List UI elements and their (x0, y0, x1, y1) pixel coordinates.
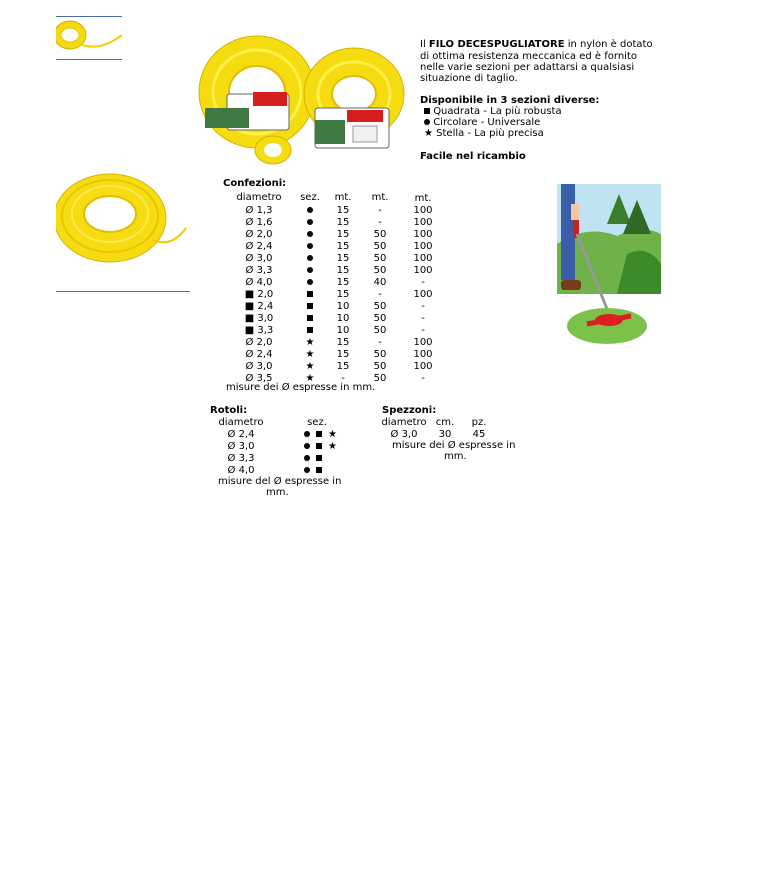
star-icon: ★ (305, 361, 315, 372)
cell-diametro: Ø 3,0 (227, 441, 255, 452)
header-diametro: diametro (236, 191, 282, 203)
cell-mt-3: - (421, 373, 425, 384)
section-item-square: Quadrata - La più robusta (424, 106, 562, 118)
cell-mt-2: - (378, 289, 382, 300)
nylon-coil-thumbnail (56, 17, 122, 57)
cell-mt-3: - (421, 325, 425, 336)
cell-mt-3: 100 (413, 289, 433, 300)
square-icon (316, 467, 322, 473)
star-icon: ★ (305, 349, 315, 360)
cell-diametro: Ø 2,4 (245, 241, 273, 252)
table-row (210, 441, 362, 453)
table-row (210, 453, 362, 465)
cell-mt-3: 100 (413, 229, 433, 240)
header-diametro: diametro (218, 417, 264, 428)
cell-mt-3: 100 (413, 253, 433, 264)
intro-line-3: nelle varie sezioni per adattarsi a qualsiasi (420, 62, 635, 73)
cell-mt-3: 100 (413, 205, 433, 216)
circle-icon (307, 207, 313, 213)
cell-sez (292, 349, 328, 361)
cell-mt-3: 100 (413, 217, 433, 228)
cell-diametro: Ø 2,0 (245, 337, 273, 348)
cell-mt-3: 100 (413, 265, 433, 276)
circle-icon (307, 243, 313, 249)
header-mt-3: mt. (414, 193, 432, 204)
cell-sez (292, 337, 328, 349)
circle-icon (304, 431, 310, 437)
cell-diametro: Ø 4,0 (227, 465, 255, 476)
cell-diametro: Ø 2,4 (245, 349, 273, 360)
table-row (226, 349, 444, 361)
cell-sez (292, 217, 328, 229)
confezioni-table (226, 190, 444, 385)
cell-mt-3: - (421, 277, 425, 288)
cell-diametro: Ø 3,3 (245, 265, 273, 276)
header-sez: sez. (300, 191, 320, 203)
cell-mt-1: 15 (336, 337, 350, 348)
cell-diametro: ■ 3,0 (244, 313, 274, 324)
cell-mt-1: 15 (336, 205, 350, 216)
intro-line-4: situazione di taglio. (420, 73, 518, 84)
cell-mt-3: 100 (413, 349, 433, 360)
circle-icon (307, 231, 313, 237)
cell-sez (292, 313, 328, 325)
circle-icon (307, 219, 313, 225)
cell-sez (292, 361, 328, 373)
thumb-divider (56, 59, 122, 60)
sections-heading: Disponibile in 3 sezioni diverse: (420, 95, 600, 106)
cell-mt-2: 40 (373, 277, 387, 288)
cell-mt-3: 100 (413, 337, 433, 348)
cell-diametro: Ø 2,0 (245, 229, 273, 240)
header-mt-2: mt. (371, 191, 389, 203)
cell-sez (292, 277, 328, 289)
header-cm: cm. (435, 417, 455, 428)
cell-mt-1: 15 (336, 241, 350, 252)
confezioni-header-row (226, 190, 444, 205)
cell-mt-2: - (378, 217, 382, 228)
cell-sez (292, 289, 328, 301)
cell-mt-2: 50 (373, 349, 387, 360)
table-row (226, 217, 444, 229)
section-item-circle: Circolare - Universale (424, 117, 540, 129)
cell-diametro: ■ 2,0 (244, 289, 274, 300)
spezzoni-note-line-2: mm. (444, 451, 467, 462)
nylon-coil-image (56, 160, 190, 288)
table-row (210, 429, 362, 441)
square-icon (316, 431, 322, 437)
cell-diametro: Ø 3,0 (245, 361, 273, 372)
spezzoni-note-line-1: misure dei Ø espresse in (392, 440, 516, 451)
header-pz: pz. (471, 417, 487, 428)
cell-mt-2: 50 (373, 241, 387, 252)
rotoli-note-line-1: misure del Ø espresse in (218, 476, 342, 487)
cell-pz: 45 (472, 429, 486, 440)
square-icon (307, 315, 313, 321)
table-row (226, 253, 444, 265)
square-icon (307, 327, 313, 333)
cell-sez (292, 301, 328, 313)
intro-line-2: di ottima resistenza meccanica ed è fornito (420, 51, 637, 62)
spezzoni-title: Spezzoni: (382, 405, 437, 416)
cell-diametro: Ø 3,3 (227, 453, 255, 464)
cell-sez (292, 241, 328, 253)
cell-mt-2: 50 (373, 325, 387, 336)
intro-line-1: Il FILO DECESPUGLIATORE in nylon è dotato (420, 39, 653, 50)
cell-mt-1: 15 (336, 277, 350, 288)
square-icon (316, 443, 322, 449)
header-sez: sez. (307, 417, 327, 428)
star-icon: ★ (328, 441, 337, 452)
product-photo (197, 22, 407, 172)
table-row (226, 313, 444, 325)
section-item-star: ★ Stella - La più precisa (424, 128, 544, 139)
table-row (226, 241, 444, 253)
spezzoni-table (380, 417, 496, 441)
cell-mt-2: 50 (373, 265, 387, 276)
table-row (226, 361, 444, 373)
cell-mt-3: - (421, 313, 425, 324)
star-icon: ★ (328, 429, 337, 440)
circle-icon (304, 443, 310, 449)
cell-mt-2: - (378, 337, 382, 348)
table-row (226, 337, 444, 349)
trimmer-illustration (557, 184, 661, 352)
cell-diametro: Ø 1,3 (245, 205, 273, 216)
cell-sez (292, 325, 328, 337)
cell-diametro: Ø 2,4 (227, 429, 255, 440)
cell-sez (292, 229, 328, 241)
rotoli-header-row (210, 417, 362, 429)
cell-diametro: Ø 1,6 (245, 217, 273, 228)
cell-diametro: Ø 3,0 (245, 253, 273, 264)
cell-mt-2: 50 (373, 313, 387, 324)
product-name: FILO DECESPUGLIATORE (428, 39, 565, 50)
table-row (226, 289, 444, 301)
cell-diametro: ■ 3,3 (244, 325, 274, 336)
cell-mt-3: 100 (413, 361, 433, 372)
spezzoni-header-row (380, 417, 496, 429)
star-icon: ★ (305, 337, 315, 348)
cell-mt-1: 10 (336, 325, 350, 336)
star-icon: ★ (305, 373, 315, 384)
confezioni-note: misure dei Ø espresse in mm. (226, 382, 376, 393)
star-icon: ★ (424, 128, 433, 139)
cell-diametro: Ø 4,0 (245, 277, 273, 288)
rotoli-table (210, 417, 362, 477)
cell-mt-1: 15 (336, 289, 350, 300)
confezioni-title: Confezioni: (223, 178, 287, 189)
circle-icon (424, 119, 430, 125)
header-mt-1: mt. (334, 191, 352, 203)
cell-mt-1: 15 (336, 361, 350, 372)
table-row (226, 301, 444, 313)
circle-icon (307, 279, 313, 285)
table-row (226, 229, 444, 241)
cell-mt-2: 50 (373, 301, 387, 312)
cell-mt-1: 15 (336, 349, 350, 360)
table-row (226, 205, 444, 217)
cell-mt-1: 10 (336, 313, 350, 324)
cell-mt-1: - (341, 373, 345, 384)
rotoli-note-line-2: mm. (266, 487, 289, 498)
cell-cm: 30 (438, 429, 452, 440)
cell-mt-2: 50 (373, 373, 387, 384)
square-icon (424, 108, 430, 114)
table-row (226, 277, 444, 289)
header-diametro: diametro (381, 417, 427, 428)
square-icon (307, 303, 313, 309)
cell-mt-3: - (421, 301, 425, 312)
cell-sez (292, 205, 328, 217)
rotoli-title: Rotoli: (210, 405, 248, 416)
cell-mt-1: 15 (336, 217, 350, 228)
cell-mt-1: 15 (336, 253, 350, 264)
cell-sez (272, 441, 362, 453)
circle-icon (307, 267, 313, 273)
sections-footer: Facile nel ricambio (420, 151, 526, 162)
cell-diametro: Ø 3,5 (245, 373, 273, 384)
square-icon (307, 291, 313, 297)
cell-sez (272, 453, 362, 465)
cell-sez (292, 253, 328, 265)
cell-sez (272, 429, 362, 441)
cell-mt-2: 50 (373, 253, 387, 264)
cell-mt-2: 50 (373, 361, 387, 372)
cell-mt-2: - (378, 205, 382, 216)
cell-mt-1: 15 (336, 229, 350, 240)
table-row (226, 265, 444, 277)
table-row (226, 325, 444, 337)
cell-mt-1: 10 (336, 301, 350, 312)
cell-mt-1: 15 (336, 265, 350, 276)
cell-diametro: ■ 2,4 (244, 301, 274, 312)
square-icon (316, 455, 322, 461)
cell-mt-2: 50 (373, 229, 387, 240)
cell-mt-3: 100 (413, 241, 433, 252)
image-divider (56, 291, 190, 292)
circle-icon (307, 255, 313, 261)
circle-icon (304, 467, 310, 473)
cell-diametro: Ø 3,0 (390, 429, 418, 440)
circle-icon (304, 455, 310, 461)
cell-sez (292, 265, 328, 277)
